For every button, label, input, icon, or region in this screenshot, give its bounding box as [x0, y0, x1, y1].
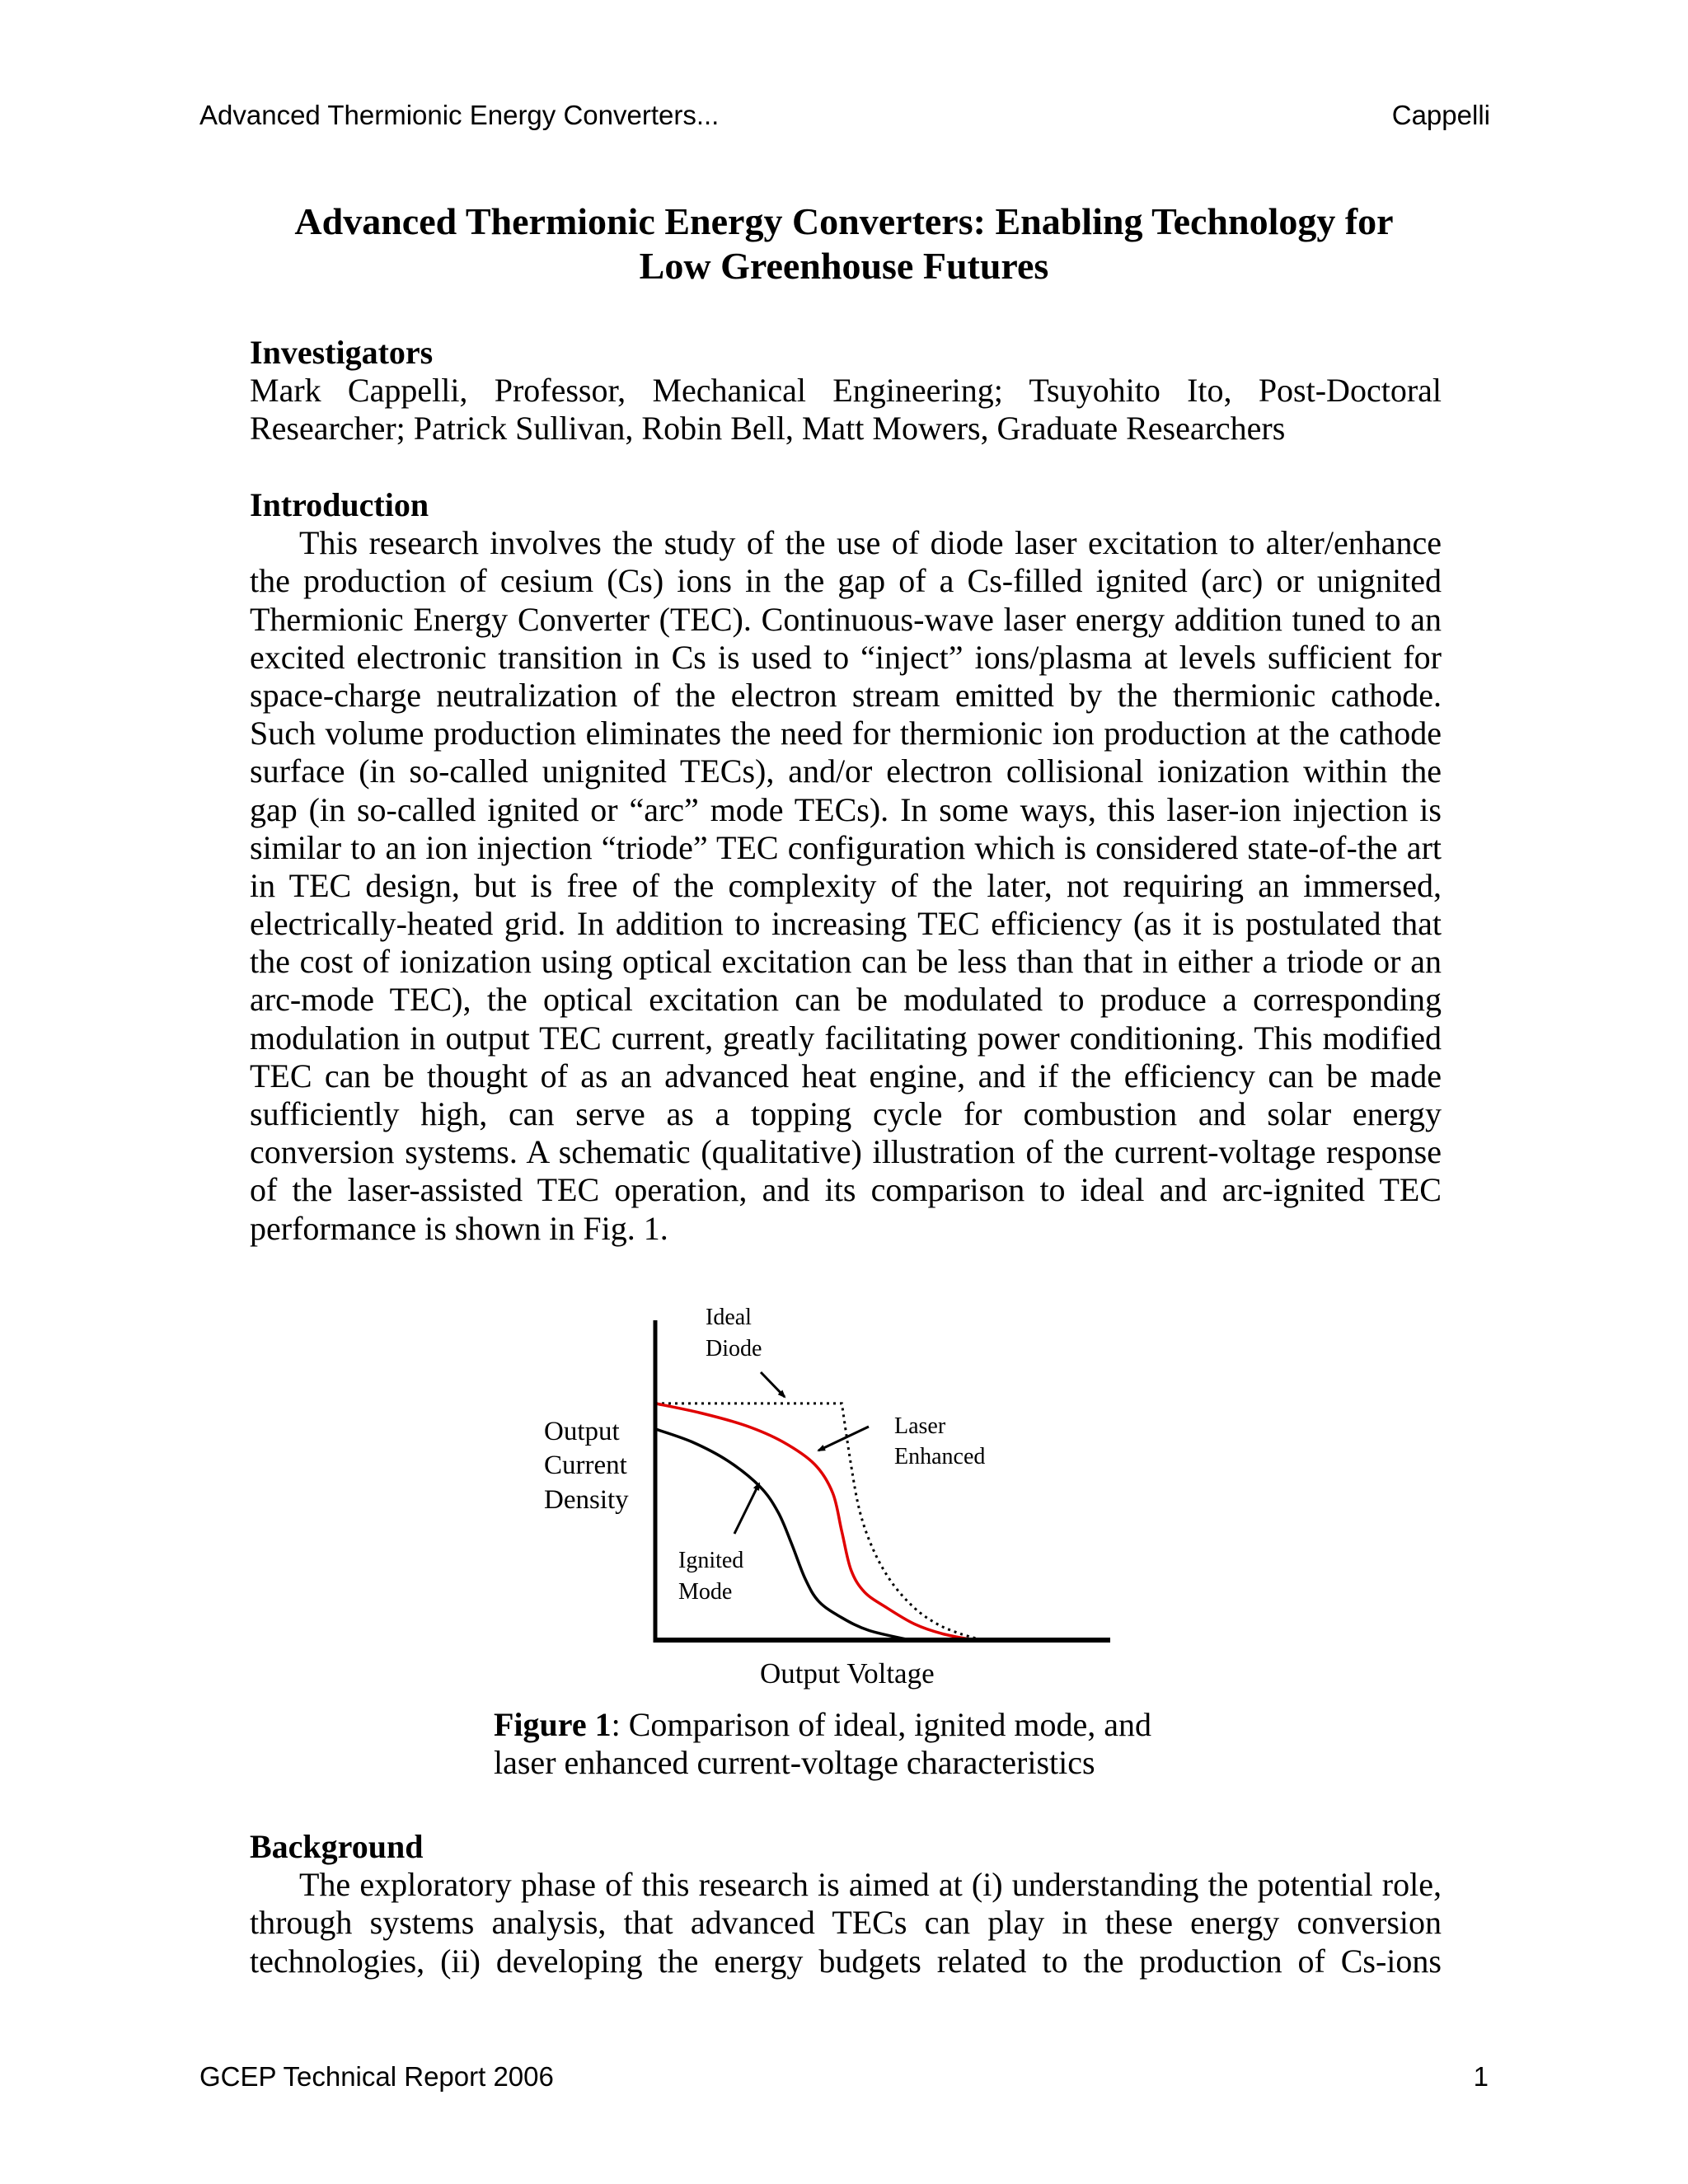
series-layer: [655, 1404, 982, 1640]
investigators-text-line: Researcher; Patrick Sullivan, Robin Bell, Matt Mowers, Graduate Researchers: [250, 410, 1286, 448]
introduction-paragraph-line: Thermionic Energy Converter (TEC). Continuous-wave laser energy addition tuned to an: [250, 600, 1442, 638]
background-paragraph-line: technologies, (ii) developing the energy budgets related to the production of Cs-ions: [250, 1942, 1442, 1980]
introduction-paragraph-line: space-charge neutralization of the electron stream emitted by the thermionic cathode.: [250, 676, 1442, 714]
ideal-diode-label-line-2: Diode: [706, 1336, 762, 1361]
introduction-paragraph: [250, 524, 1442, 1248]
introduction-paragraph-line: surface (in so-called unignited TECs), and/or electron collisional ionization within the: [250, 752, 1442, 790]
background-paragraph-line: The exploratory phase of this research is aimed at (i) understanding the potential role,: [299, 1866, 1442, 1904]
introduction-paragraph-line: the production of cesium (Cs) ions in the gap of a Cs-filled ignited (arc) or unignited: [250, 562, 1442, 600]
introduction-heading: Introduction: [250, 486, 429, 523]
page-number: 1: [1473, 2061, 1489, 2092]
investigators-text-line: Mark Cappelli, Professor, Mechanical Engineering; Tsuyohito Ito, Post-Doctoral: [250, 372, 1442, 410]
ignited-mode-label-line-2: Mode: [678, 1579, 733, 1605]
introduction-paragraph-line: similar to an ion injection “triode” TEC configuration which is considered state-of-the art: [250, 828, 1442, 866]
introduction-paragraph-line: conversion systems. A schematic (qualitative) illustration of the current-voltage response: [250, 1133, 1442, 1171]
introduction-paragraph-line: This research involves the study of the use of diode laser excitation to alter/enhance: [299, 524, 1442, 562]
introduction-paragraph-line: sufficiently high, can serve as a topping cycle for combustion and solar energy: [250, 1095, 1442, 1133]
caption-line-2: laser enhanced current-voltage characteristics: [494, 1744, 1095, 1781]
series-line-ideal-diode: [655, 1404, 982, 1640]
running-header-author: Cappelli: [1391, 100, 1490, 130]
introduction-paragraph-line: in TEC design, but is free of the complexity of the later, not requiring an immersed,: [250, 866, 1442, 904]
ylabel-line-1: Output: [544, 1417, 620, 1446]
introduction-paragraph-line: gap (in so-called ignited or “arc” mode TECs). In some ways, this laser-ion injection is: [250, 790, 1442, 828]
background-heading: Background: [250, 1828, 424, 1865]
laser-enhanced-arrow: [818, 1427, 869, 1451]
background-section: [250, 1828, 1442, 1980]
introduction-paragraph-line: modulation in output TEC current, greatly facilitating power conditioning. This modified: [250, 1019, 1442, 1057]
ylabel-line-2: Current: [544, 1451, 627, 1480]
introduction-paragraph-line: excited electronic transition in Cs is used to “inject” ions/plasma at levels sufficient for: [250, 638, 1442, 676]
running-footer-report: GCEP Technical Report 2006: [199, 2061, 554, 2092]
paper-title-line-2: Low Greenhouse Futures: [639, 245, 1049, 287]
ideal-diode-label-line-1: Ideal: [706, 1305, 752, 1330]
figure-1-caption: [494, 1706, 1151, 1782]
xlabel: Output Voltage: [760, 1657, 935, 1690]
background-paragraph-line: through systems analysis, that advanced TECs can play in these energy conversion: [250, 1904, 1442, 1942]
ignited-mode-arrow: [734, 1483, 759, 1534]
introduction-section: [250, 486, 1442, 1248]
introduction-paragraph-line: of the laser-assisted TEC operation, and its comparison to ideal and arc-ignited TEC: [250, 1171, 1442, 1209]
introduction-paragraph-line: TEC can be thought of as an advanced heat engine, and if the efficiency can be made: [250, 1057, 1442, 1094]
laser-enhanced-label-line-1: Laser: [894, 1413, 946, 1439]
introduction-paragraph-line: electrically-heated grid. In addition to increasing TEC efficiency (as it is postulated that: [250, 905, 1442, 943]
series-line-laser-enhanced: [655, 1404, 973, 1640]
ylabel-line-3: Density: [544, 1485, 629, 1515]
investigators-section: [250, 334, 1442, 448]
introduction-paragraph-line: the cost of ionization using optical excitation can be less than that in either a triode or an: [250, 943, 1442, 981]
introduction-paragraph-line: Such volume production eliminates the need for thermionic ion production at the cathode: [250, 715, 1442, 752]
paper-title-line-1: Advanced Thermionic Energy Converters: Enabling Technology for: [294, 200, 1394, 242]
investigators-heading: Investigators: [250, 334, 434, 371]
introduction-paragraph-line: performance is shown in Fig. 1.: [250, 1209, 668, 1247]
running-header-title: Advanced Thermionic Energy Converters...: [199, 100, 720, 130]
ideal-diode-arrow: [761, 1372, 785, 1397]
ignited-mode-label-line-1: Ignited: [678, 1548, 744, 1573]
introduction-paragraph-line: arc-mode TEC), the optical excitation can be modulated to produce a corresponding: [250, 981, 1442, 1019]
laser-enhanced-label-line-2: Enhanced: [894, 1444, 986, 1469]
series-line-ignited-mode: [655, 1429, 910, 1640]
investigators-text: [250, 372, 1442, 448]
caption-line-1: : Comparison of ideal, ignited mode, and: [611, 1706, 1152, 1743]
background-paragraph: [250, 1866, 1442, 1980]
figure-number: Figure 1: [494, 1706, 612, 1743]
